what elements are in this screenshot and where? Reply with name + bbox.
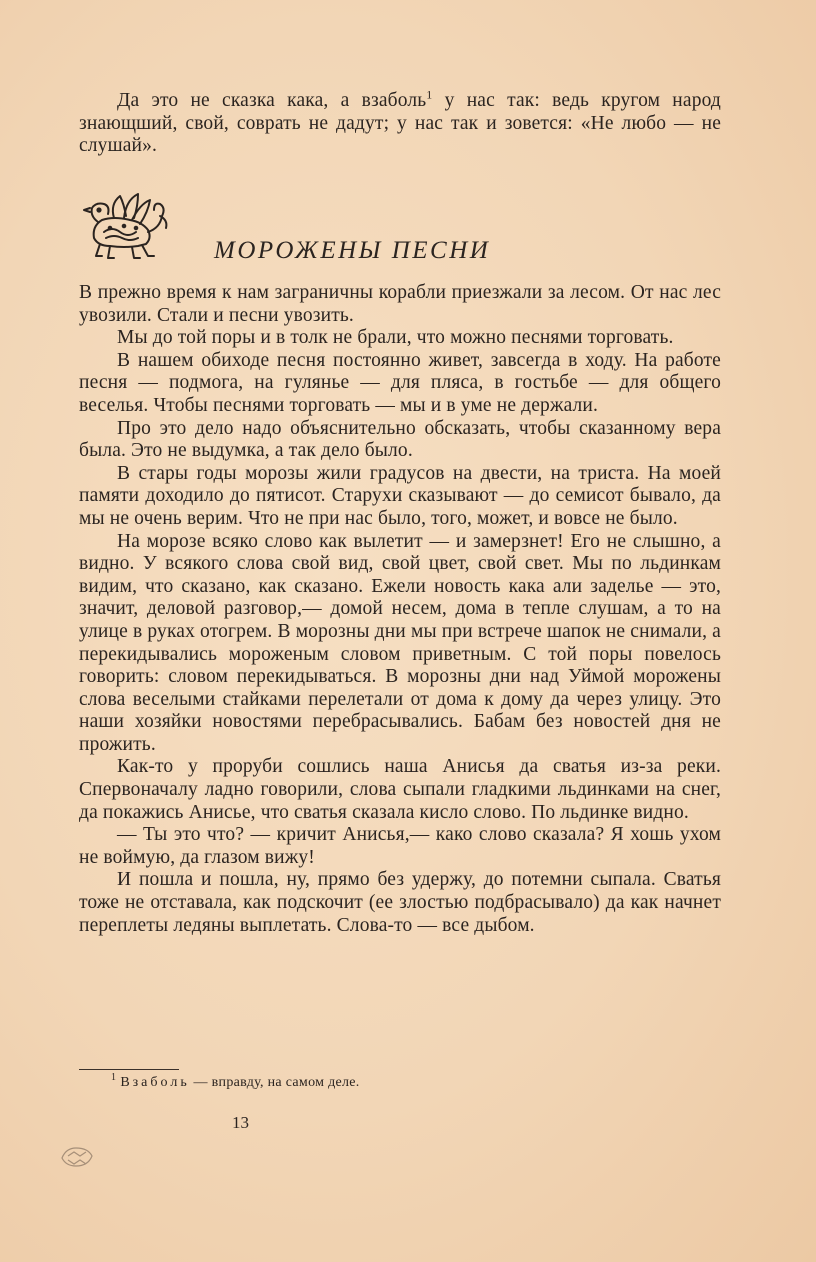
footnote-term: Взаболь — [120, 1075, 190, 1090]
intro-paragraph-start: Да это не сказка кака, а взаболь — [117, 90, 427, 111]
chapter-paragraph: В прежно время к нам заграничны корабли приезжали за лесом. От нас лес увозили. Стали и песни увозить. — [79, 282, 721, 326]
chapter-paragraph: В нашем обиходе песня постоянно живет, завсегда в ходу. На работе песня — подмога, на гулянье — для пляса, в гостьбе — для общего веселья. Чтобы песнями торговать — мы и в уме не держали. — [79, 349, 721, 416]
intro-paragraph — [79, 87, 722, 158]
intro-text — [79, 87, 722, 158]
griffin-ornament-icon — [80, 186, 172, 264]
chapter-paragraph: Как-то у проруби сошлись наша Анисья да сватья из-за реки. Спервоначалу ладно говорили, слова сыпали гладкими льдинками на снег, да покажись Анисье, что сватья сказала кисло слово. По льдинке видно. — [79, 756, 721, 823]
chapter-paragraph: И пошла и пошла, ну, прямо без удержу, до потемни сыпала. Сватья тоже не отставала, как подскочит (ее злостью подбрасывало) да как начнет переплеты ледяны выплетать. Слова-то — все дыбом. — [79, 869, 721, 936]
footnote-divider — [79, 1069, 179, 1070]
library-stamp-icon — [58, 1140, 98, 1170]
chapter-title: МОРОЖЕНЫ ПЕСНИ — [214, 237, 491, 264]
footnote-definition: — вправду, на самом деле. — [189, 1075, 360, 1090]
footnote-number: 1 — [111, 1072, 117, 1084]
page-number: 13 — [232, 1113, 249, 1132]
chapter-paragraph: Мы до той поры и в толк не брали, что можно песнями торговать. — [117, 327, 674, 349]
footnote-marker: 1 — [426, 87, 433, 102]
chapter-body — [79, 282, 721, 937]
chapter-paragraph: На морозе всяко слово как вылетит — и замерзнет! Его не слышно, а видно. У всякого слова свой вид, свой цвет, свой свет. Мы по льдинкам видим, что сказано, как сказано. Ежели новость кака али заделье — это, значит, деловой разговор,— домой несем, дома в тепле слушам, а то на улице в руках отогрем. В морозны дни мы при встрече шапок не снимали, а перекидывались мороженым словом приветным. С той поры повелось говорить: словом перекидываться. В морозны дни над Уймой морожены слова веселыми стайками перелетали от дома к дому да через улицу. Это наши хозяйки новостями перебрасывались. Бабам без новостей дня не прожить. — [79, 530, 721, 755]
intro-paragraph-end: у нас так: ведь кругом народ знающший, свой, соврать не дадут; у нас так и зовется: «Не любо — не слушай». — [79, 90, 722, 157]
chapter-paragraph: В стары годы морозы жили градусов на двести, на триста. На моей памяти доходило до пятисот. Старухи сказывают — до семисот бывало, да мы не очень верим. Что не при нас было, того, может, и вовсе не было. — [79, 462, 721, 529]
chapter-paragraph: Про это дело надо объяснительно обсказать, чтобы сказанному вера была. Это не выдумка, а так дело было. — [79, 417, 721, 462]
footnote — [111, 1074, 360, 1092]
chapter-paragraph: — Ты это что? — кричит Анисья,— како слово сказала? Я хошь ухом не воймую, да глазом вижу! — [79, 824, 721, 868]
